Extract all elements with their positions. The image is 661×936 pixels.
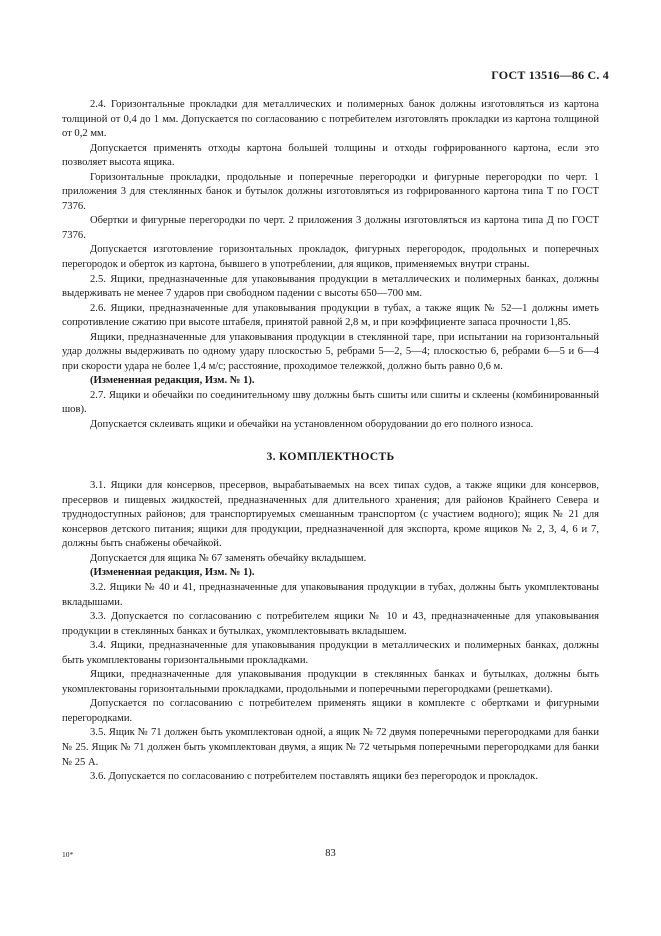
paragraph-2-6: 2.6. Ящики, предназначенные для упаковывания продукции в тубах, а также ящик № 52—1 должны иметь сопротивление сжатию при высоте штабеля, принятой равной 2,8 м, и при коэффициенте запаса прочности 1,85. [62,302,599,329]
paragraph: Обертки и фигурные перегородки по черт. 2 приложения 3 должны изготовляться из картона типа Д по ГОСТ 7376. [62,215,599,241]
paragraph-3-3: 3.3. Допускается по согласованию с потребителем ящики № 10 и 43, предназначенные для упаковывания продукции в стеклянных банках и бутылках, укомплектовывать вкладышем. [62,611,599,637]
paragraph-2-5: 2.5. Ящики, предназначенные для упаковывания продукции в металлических и полимерных банках, должны выдерживать не менее 7 ударов при свободном падении с высоты 650—700 мм. [62,273,599,300]
paragraph: Допускается склеивать ящики и обечайки на установленном оборудовании до его полного износа. [90,419,534,431]
paragraph-3-4: 3.4. Ящики, предназначенные для упаковывания продукции в металлических и полимерных банках, должны быть укомплектованы горизонтальными прокладками. [62,640,599,666]
paragraph-3-1: 3.1. Ящики для консервов, пресервов, вырабатываемых на всех типах судов, а также ящики для консервов, пресервов и пищевых жидкостей, предназначенных для длительного хранения; для районов Крайнего Севера и труднодоступных районов; для транспортируемых смешанным транспортом (с участием водного); ящик № 21 для консервов детского питания; ящики для продукции, предназначенной для экспорта, кроме ящиков № 2, 3, 4, 6 и 7, должны быть снабжены обечайкой. [62,480,599,550]
paragraph: Допускается изготовление горизонтальных прокладок, фигурных перегородок, продольных и поперечных перегородок и оберток из картона, бывшего в употреблении, для ящиков, применяемых внутри страны. [62,244,599,271]
paragraph-3-2: 3.2. Ящики № 40 и 41, предназначенные для упаковывания продукции в тубах, должны быть укомплектованы вкладышами. [62,581,599,608]
paragraph-2-7: 2.7. Ящики и обечайки по соединительному шву должны быть сшиты или сшиты и склеены (комбинированный шов). [62,389,599,416]
page-number: 83 [325,848,336,859]
paragraph-3-6: 3.6. Допускается по согласованию с потребителем поставлять ящики без перегородок и прокладок. [90,771,538,783]
paragraph: Допускается по согласованию с потребителем применять ящики в комплекте с обертками и фигурными перегородками. [62,698,599,724]
section-heading: 3. КОМПЛЕКТНОСТЬ [266,449,395,463]
paragraph: Ящики, предназначенные для упаковывания продукции в стеклянной таре, при испытании на горизонтальный удар должны выдерживать по одному удару плоскостью 5, ребрами 5—2, 5—4; плоскостью 6, ребрами 6—5 и 6—4 при скорости удара не более 1,4 м/с; расстояние, проходимое тележкой, должно быть равно 0,6 м. [62,331,599,372]
paragraph-3-5: 3.5. Ящик № 71 должен быть укомплектован одной, а ящик № 72 двумя поперечными перегородками для банки № 25. Ящик № 71 должен быть укомплектован двумя, а ящик № 72 четырьмя поперечными перегородками для банки № 25 А. [62,727,599,768]
paragraph: Ящики, предназначенные для упаковывания продукции в стеклянных банках и бутылках, должны быть укомплектованы горизонтальными прокладками, продольными и поперечными перегородками (решетками). [62,669,599,695]
paragraph: Допускается применять отходы картона большей толщины и отходы гофрированного картона, если это позволяет высота ящика. [62,142,599,169]
amendment-note: (Измененная редакция, Изм. № 1). [90,375,255,387]
document-body [62,98,599,785]
paragraph: Допускается для ящика № 67 заменять обечайку вкладышем. [90,552,367,564]
amendment-note: (Измененная редакция, Изм. № 1). [90,567,255,579]
paragraph: Горизонтальные прокладки, продольные и поперечные перегородки и фигурные перегородки по черт. 1 приложения 3 для стеклянных банок и бутылок должны изготовляться из гофрированного картона типа Т по ГОСТ 7376. [62,171,599,212]
paragraph-2-4: 2.4. Горизонтальные прокладки для металлических и полимерных банок должны изготовляться из картона толщиной от 0,4 до 1 мм. Допускается по согласованию с потребителем изготовлять прокладки из картона толщиной от 0,2 мм. [62,99,599,140]
document-header: ГОСТ 13516—86 С. 4 [491,68,609,82]
footer-mark: 10* [62,850,74,859]
